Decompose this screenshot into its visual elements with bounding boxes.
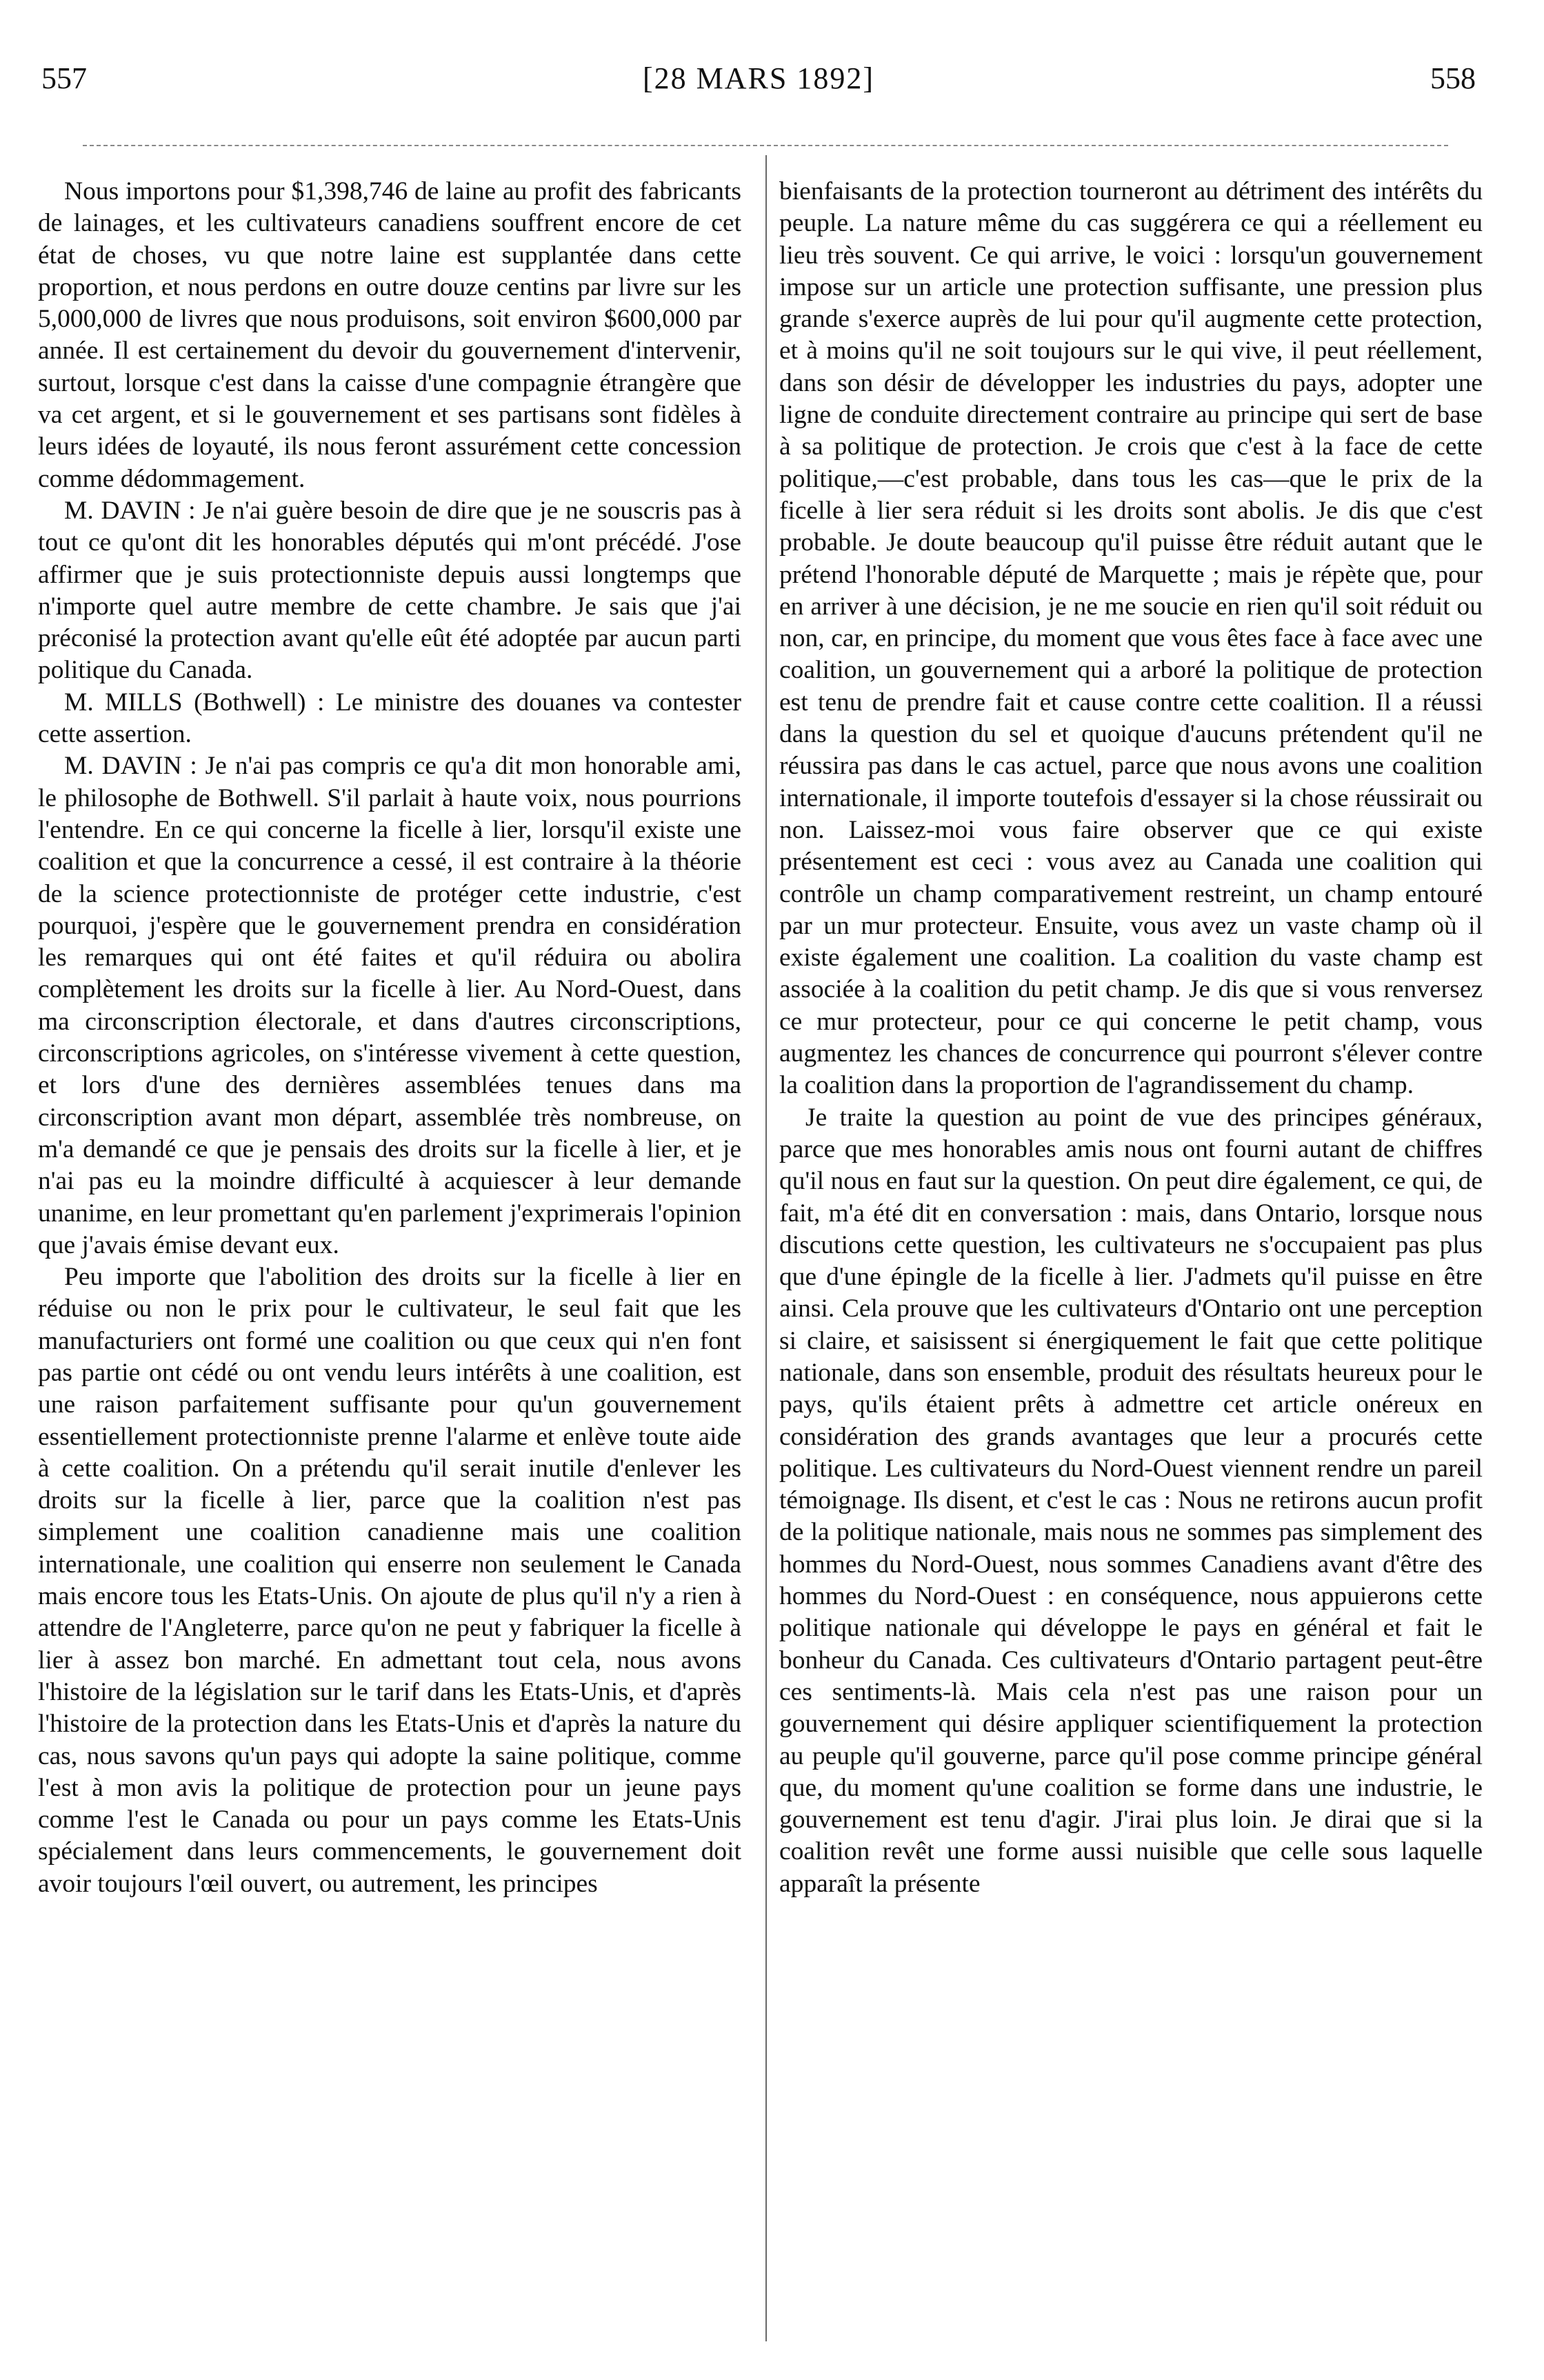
paragraph: M. DAVIN : Je n'ai guère besoin de dire que je ne souscris pas à tout ce qu'ont dit les honorables députés qui m'ont précédé. J'ose affirmer que je suis protectionniste depuis aussi longtemps que n'importe quel autre membre de cette chambre. Je sais que j'ai préconisé la protection avant qu'elle eût été adoptée par aucun parti politique du Canada.: [38, 496, 741, 685]
left-column: [38, 176, 741, 2341]
paragraph: Peu importe que l'abolition des droits sur la ficelle à lier en réduise ou non le prix pour le cultivateur, le seul fait que les manufacturiers ont formé une coalition ou que ceux qui n'en font pas partie ont cédé ou ont vendu leurs intérêts à une coalition, est une raison parfaitement suffisante pour qu'un gouvernement essentiellement protectionniste prenne l'alarme et enlève toute aide à cette coalition. On a prétendu qu'il serait inutile d'enlever les droits sur la ficelle à lier, parce que la coalition n'est pas simplement une coalition canadienne mais une coalition internationale, une coalition qui enserre non seulement le Canada mais encore tous les Etats-Unis. On ajoute de plus qu'il n'y a rien à attendre de l'Angleterre, parce qu'on ne peut y fabriquer la ficelle à lier à assez bon marché. En admettant tout cela, nous avons l'histoire de la législation sur le tarif dans les Etats-Unis, et d'après l'histoire de la protection dans les Etats-Unis et d'après la nature du cas, nous savons qu'un pays qui adopte la saine politique, comme l'est à mon avis la politique de protection pour un jeune pays comme l'est le Canada ou pour un pays comme les Etats-Unis spécialement dans leurs commencements, le gouvernement doit avoir toujours l'œil ouvert, ou autrement, les principes: [38, 1263, 741, 1898]
paragraph: M. DAVIN : Je n'ai pas compris ce qu'a dit mon honorable ami, le philosophe de Bothwell. S'il parlait à haute voix, nous pourrions l'entendre. En ce qui concerne la ficelle à lier, lorsqu'il existe une coalition et que la concurrence a cessé, il est contraire à la théorie de la science protectionniste de protéger cette industrie, c'est pourquoi, j'espère que le gouvernement prendra en considération les remarques qui ont été faites et qu'il réduira ou abolira complètement les droits sur la ficelle à lier. Au Nord-Ouest, dans ma circonscription électorale, et dans d'autres circonscriptions, circonscriptions agricoles, on s'intéresse vivement à cette question, et lors d'une des dernières assemblées tenues dans ma circonscription avant mon départ, assemblée très nombreuse, on m'a demandé ce que je pensais des droits sur la ficelle à lier, et je n'ai pas eu la moindre difficulté à acquiescer à leur demande unanime, en leur promettant qu'en parlement j'exprimerais l'opinion que j'avais émise devant eux.: [38, 752, 741, 1259]
paragraph: Je traite la question au point de vue des principes généraux, parce que mes honorables amis nous ont fourni autant de chiffres qu'il nous en faut sur la question. On peut dire également, ce qui, de fait, m'a été dit en conversation : mais, dans Ontario, lorsque nous discutions cette question, les cultivateurs ne s'occupaient pas plus que d'une épingle de la ficelle à lier. J'admets qu'il puisse en être ainsi. Cela prouve que les cultivateurs d'Ontario ont une perception si claire, et saisissent si énergiquement le fait que cette politique nationale, dans son ensemble, produit des résultats heureux pour le pays, qu'ils étaient prêts à admettre cet article onéreux en considération des grands avantages que leur a procurés cette politique. Les cultivateurs du Nord-Ouest viennent rendre un pareil témoignage. Ils disent, et c'est le cas : Nous ne retirons aucun profit de la politique nationale, mais nous ne sommes pas simplement des hommes du Nord-Ouest, nous sommes Canadiens avant d'être des hommes du Nord-Ouest : en conséquence, nous appuierons cette politique nationale qui développe le pays en général et fait le bonheur du Canada. Ces cultivateurs d'Ontario partagent peut-être ces sentiments-là. Mais cela n'est pas une raison pour un gouvernement qui désire appliquer scientifiquement la protection au peuple qu'il gouverne, parce qu'il pose comme principe général que, du moment qu'une coalition se forme dans une industrie, le gouvernement est tenu d'agir. J'irai plus loin. Je dirai que si la coalition revêt une forme aussi nuisible que celle sous laquelle apparaît la présente: [779, 1103, 1483, 1898]
paragraph: Nous importons pour $1,398,746 de laine au profit des fabricants de lainages, et les cultivateurs canadiens souffrent encore de cet état de choses, vu que notre laine est supplantée dans cette proportion, et nous perdons en outre douze centins par livre sur les 5,000,000 de livres que nous produisons, soit environ $600,000 par année. Il est certainement du devoir du gouvernement d'intervenir, surtout, lorsque c'est dans la caisse d'une compagnie étrangère que va cet argent, et si le gouvernement et ses partisans sont fidèles à leurs idées de loyauté, ils nous feront assurément cette concession comme dédommagement.: [38, 177, 741, 493]
header-date: [28 MARS 1892]: [642, 61, 875, 95]
page-number-left: 557: [41, 61, 87, 95]
paragraph: bienfaisants de la protection tourneront au détriment des intérêts du peuple. La nature même du cas suggérera ce qui a réellement eu lieu très souvent. Ce qui arrive, le voici : lorsqu'un gouvernement impose sur un article une protection suffisante, une pression plus grande s'exerce auprès de lui pour qu'il augmente cette protection, et à moins qu'il ne soit toujours sur le qui vive, il peut réellement, dans son désir de développer les industries du pays, adopter une ligne de conduite directement contraire au principe qui sert de base à sa politique de protection. Je crois que c'est à la face de cette politique,—c'est probable, dans tous les cas—que le prix de la ficelle à lier sera réduit si les droits sont abolis. Je dis que c'est probable. Je doute beaucoup qu'il puisse être réduit autant que le prétend l'honorable député de Marquette ; mais je répète que, pour en arriver à une décision, je ne me soucie en rien qu'il soit réduit ou non, car, en principe, du moment que vous êtes face à face avec une coalition, un gouvernement qui a arboré la politique de protection est tenu de prendre fait et cause contre cette coalition. Il a réussi dans la question du sel et quoique d'aucuns prétendent qu'il ne réussira pas dans le cas actuel, parce que nous avons une coalition internationale, il importe toutefois d'essayer si la chose réussirait ou non. Laissez-moi vous faire observer que ce qui existe présentement est ceci : vous avez au Canada une coalition qui contrôle un champ comparativement restreint, un champ entouré par un mur protecteur. Ensuite, vous avez un vaste champ où il existe également une coalition. La coalition du vaste champ est associée à la coalition du petit champ. Je dis que si vous renversez ce mur protecteur, pour ce qui concerne le petit champ, vous augmentez les chances de concurrence qui pourront s'élever contre la coalition dans la proportion de l'agrandissement du champ.: [779, 177, 1483, 1100]
page-number-right: 558: [1430, 61, 1476, 95]
page-header: [41, 61, 1476, 109]
paragraph: M. MILLS (Bothwell) : Le ministre des douanes va contester cette assertion.: [38, 688, 741, 749]
header-rule: [83, 145, 1448, 146]
right-column: [779, 176, 1483, 2341]
column-divider: [765, 155, 767, 2341]
